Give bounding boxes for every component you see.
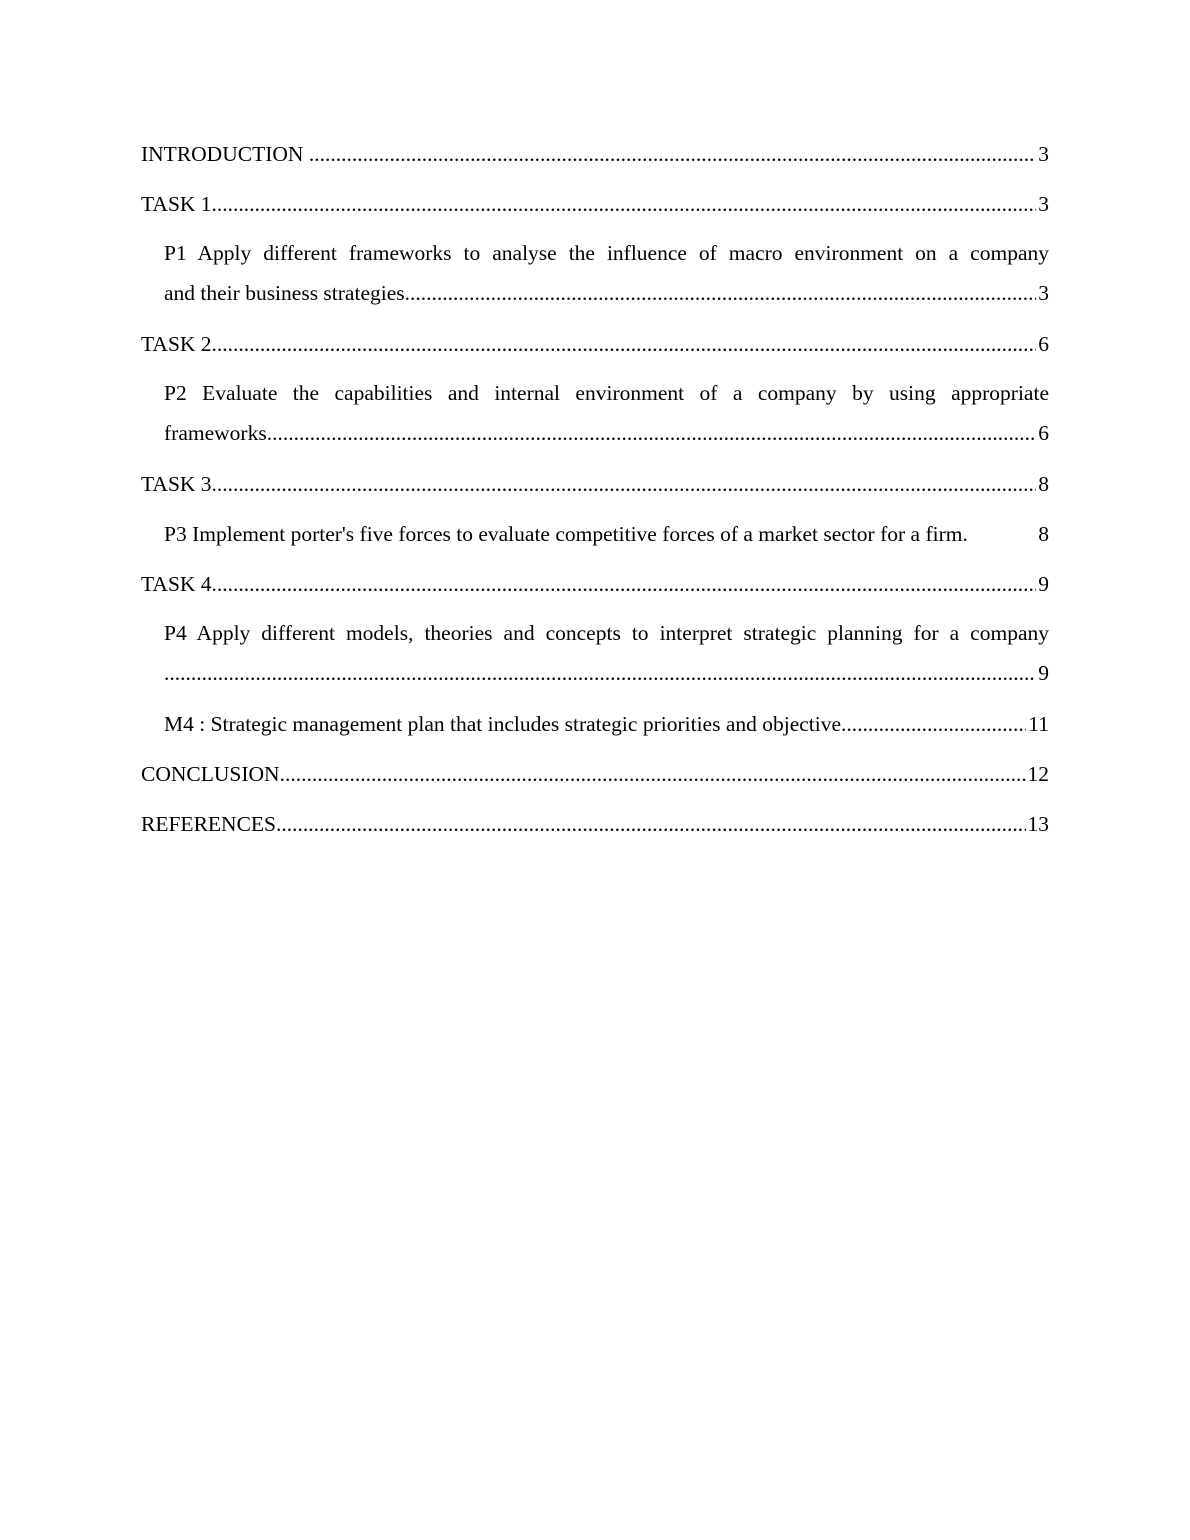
toc-entry-p2[interactable] xyxy=(141,373,1049,463)
toc-entry-p4[interactable] xyxy=(141,613,1049,703)
toc-leader-dots xyxy=(276,803,1026,845)
toc-entry-title: TASK 4 xyxy=(141,572,212,596)
toc-entry-task-3[interactable] xyxy=(141,463,1049,513)
toc-leader-dots xyxy=(212,183,1037,225)
toc-leader-dots xyxy=(267,413,1037,453)
toc-leader-dots xyxy=(309,133,1036,175)
toc-page-number: 6 xyxy=(1038,332,1049,356)
toc-page-number: 9 xyxy=(1038,661,1049,685)
toc-entry-title: TASK 3 xyxy=(141,472,212,496)
toc-entry-title: frameworks xyxy=(164,421,267,445)
toc-page-number: 9 xyxy=(1038,572,1049,596)
toc-entry-title-line: P4 Apply different models, theories and concepts to interpret strategic planning for a company xyxy=(164,621,1049,645)
toc-page-number: 12 xyxy=(1027,762,1049,786)
toc-leader-dots xyxy=(212,563,1037,605)
toc-entry-title: P3 Implement porter's five forces to evaluate competitive forces of a market sector for a firm. xyxy=(164,522,968,546)
toc-entry-conclusion[interactable] xyxy=(141,753,1049,803)
toc-leader-dots xyxy=(405,273,1037,313)
toc-entry-title: M4 : Strategic management plan that includes strategic priorities and objective xyxy=(164,712,842,736)
toc-page-number: 3 xyxy=(1038,281,1049,305)
toc-page-number: 6 xyxy=(1038,421,1049,445)
toc-leader-dots xyxy=(212,323,1037,365)
toc-entry-title: TASK 1 xyxy=(141,192,212,216)
toc-entry-m4[interactable] xyxy=(141,703,1049,753)
toc-entry-title: and their business strategies xyxy=(164,281,405,305)
toc-leader-dots xyxy=(841,703,1026,745)
toc-leader-dots xyxy=(280,753,1026,795)
toc-page-number: 8 xyxy=(1038,522,1049,546)
toc-page-number: 3 xyxy=(1038,142,1049,166)
toc-entry-title-line: P2 Evaluate the capabilities and internal environment of a company by using appropriate xyxy=(164,381,1049,405)
toc-entry-task-4[interactable] xyxy=(141,563,1049,613)
toc-entry-title: REFERENCES xyxy=(141,812,276,836)
toc-entry-task-2[interactable] xyxy=(141,323,1049,373)
toc-page-number: 3 xyxy=(1038,192,1049,216)
toc-entry-title: INTRODUCTION xyxy=(141,142,309,166)
toc-leader-dots xyxy=(212,463,1037,505)
toc-entry-p1[interactable] xyxy=(141,233,1049,323)
table-of-contents xyxy=(141,133,1049,853)
toc-entry-title-line: P1 Apply different frameworks to analyse the influence of macro environment on a company xyxy=(164,241,1049,265)
toc-page-number: 8 xyxy=(1038,472,1049,496)
toc-entry-introduction[interactable] xyxy=(141,133,1049,183)
toc-leader-dots xyxy=(164,653,1036,693)
toc-entry-references[interactable] xyxy=(141,803,1049,853)
toc-entry-title: TASK 2 xyxy=(141,332,212,356)
toc-entry-title: CONCLUSION xyxy=(141,762,280,786)
toc-entry-task-1[interactable] xyxy=(141,183,1049,233)
toc-page-number: 11 xyxy=(1028,712,1049,736)
toc-page-number: 13 xyxy=(1027,812,1049,836)
toc-entry-p3[interactable] xyxy=(141,513,1049,563)
